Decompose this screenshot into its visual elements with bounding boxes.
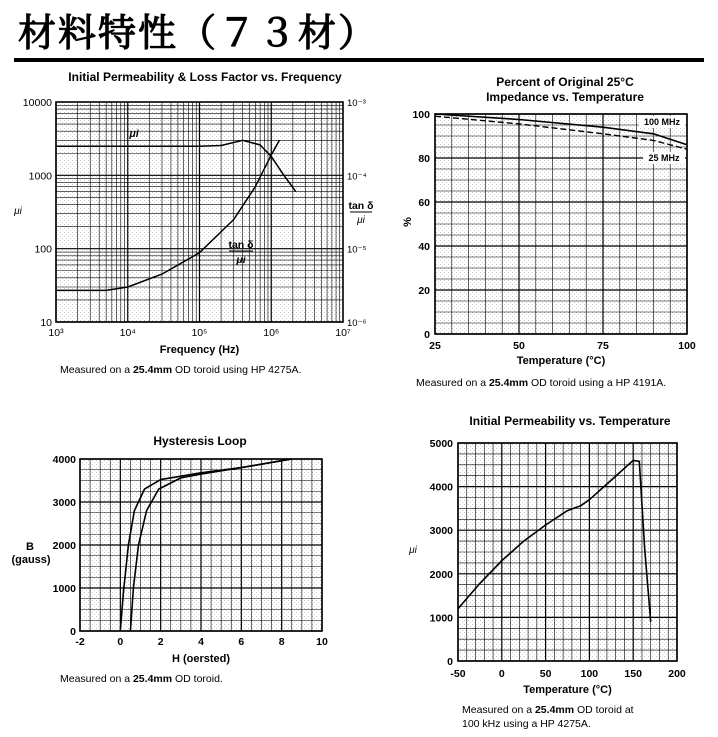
impedance-temp-xlabel: Temperature (°C): [516, 355, 606, 367]
perm-loss-label-tand-num: tan δ: [228, 239, 254, 251]
impedance-temp-y-tick: 0: [424, 329, 430, 341]
hysteresis-ylabel-b: B: [26, 541, 34, 553]
hysteresis-y-tick: 1000: [52, 583, 76, 595]
perm-loss-x-tick: 10⁶: [263, 327, 280, 339]
perm-temp-y-tick: 0: [447, 656, 453, 668]
hysteresis-ylabel-unit: (gauss): [11, 554, 51, 566]
hysteresis-title: Hysteresis Loop: [153, 434, 247, 448]
perm-temp-x-tick: 50: [539, 668, 552, 680]
hysteresis-y-tick: 0: [70, 626, 76, 638]
perm-temp-xlabel: Temperature (°C): [523, 684, 612, 696]
hysteresis-x-tick: 2: [157, 636, 164, 648]
perm-loss-xlabel: Frequency (Hz): [159, 344, 240, 356]
perm-loss-y2-tick: 10⁻⁵: [347, 244, 367, 256]
impedance-temp-y-tick: 100: [412, 109, 430, 121]
perm-loss-y2-tick: 10⁻³: [347, 98, 366, 109]
hysteresis-x-tick: 8: [278, 636, 285, 648]
perm-loss-y-tick: 100: [34, 243, 52, 256]
impedance-temp-label-100mhz: 100 MHz: [643, 117, 681, 127]
impedance-temp-ylabel: %: [402, 217, 414, 227]
hysteresis-y-tick: 4000: [52, 454, 76, 466]
perm-temp-ylabel: μi: [409, 545, 417, 556]
hysteresis-y-tick: 3000: [52, 497, 76, 509]
perm-temp-x-tick: -50: [450, 668, 466, 680]
perm-loss-ylabel: μi: [14, 206, 22, 217]
perm-temp-y-tick: 4000: [429, 481, 453, 494]
perm-temp-x-tick: 200: [668, 668, 686, 680]
perm-loss-caption: Measured on a 25.4mm OD toroid using HP 4275A.: [60, 364, 302, 376]
perm-loss-y-tick: 1000: [28, 170, 52, 183]
impedance-temp-x-tick: 100: [678, 340, 696, 352]
perm-temp-y-tick: 1000: [429, 612, 453, 625]
perm-loss-title: Initial Permeability & Loss Factor vs. Frequency: [68, 70, 342, 84]
perm-loss-y-tick: 10000: [22, 97, 52, 109]
hysteresis-x-tick: 4: [198, 636, 204, 648]
hysteresis-caption: Measured on a 25.4mm OD toroid.: [60, 673, 223, 685]
impedance-temp-label-25mhz: 25 MHz: [648, 153, 680, 163]
perm-temp-y-tick: 3000: [429, 525, 453, 538]
impedance-temp-y-tick: 80: [418, 153, 430, 165]
perm-temp-title: Initial Permeability vs. Temperature: [469, 414, 671, 428]
impedance-temp-x-tick: 50: [513, 340, 525, 352]
impedance-temp-x-tick: 75: [597, 340, 609, 352]
impedance-temp-y-tick: 40: [418, 241, 430, 253]
hysteresis-y-tick: 2000: [52, 540, 76, 552]
impedance-temp-caption: Measured on a 25.4mm OD toroid using a HP 4191A.: [416, 377, 667, 389]
perm-loss-y-tick: 10: [40, 317, 52, 329]
impedance-temp-title: Percent of Original 25°C Impedance vs. Temperature: [486, 75, 644, 104]
perm-loss-y2-tick: 10⁻⁶: [347, 318, 367, 329]
perm-temp-x-tick: 150: [624, 668, 642, 680]
perm-loss-x-tick: 10⁴: [119, 327, 136, 339]
impedance-temp-x-tick: 25: [429, 340, 441, 352]
impedance-temp-y-tick: 20: [418, 285, 430, 297]
perm-loss-y2-tick: 10⁻⁴: [347, 171, 367, 183]
perm-loss-label-tand-den: μi: [236, 254, 246, 266]
perm-loss-x-tick: 10⁵: [191, 327, 208, 339]
hysteresis-x-tick: 6: [238, 636, 245, 648]
hysteresis-x-tick: 0: [117, 636, 124, 648]
page-title: 材料特性（７３材）: [18, 11, 379, 55]
perm-loss-y2label-num: tan δ: [348, 200, 374, 212]
perm-temp-y-tick: 5000: [429, 438, 453, 450]
perm-loss-x-tick: 10³: [48, 327, 64, 339]
perm-loss-y2label-den: μi: [357, 215, 365, 226]
hysteresis-xlabel: H (oersted): [171, 653, 231, 665]
perm-temp-y-tick: 2000: [429, 568, 453, 581]
perm-temp-x-tick: 100: [580, 668, 599, 680]
perm-temp-x-tick: 0: [498, 668, 505, 680]
perm-loss-x-tick: 10⁷: [335, 327, 351, 339]
perm-temp-caption: Measured on a 25.4mm OD toroid at 100 kHz using a HP 4275A.: [462, 704, 634, 730]
perm-loss-label-mu: μi: [129, 128, 139, 140]
hysteresis-x-tick: 10: [316, 636, 328, 648]
hysteresis-x-tick: -2: [75, 636, 85, 648]
impedance-temp-y-tick: 60: [418, 197, 430, 209]
